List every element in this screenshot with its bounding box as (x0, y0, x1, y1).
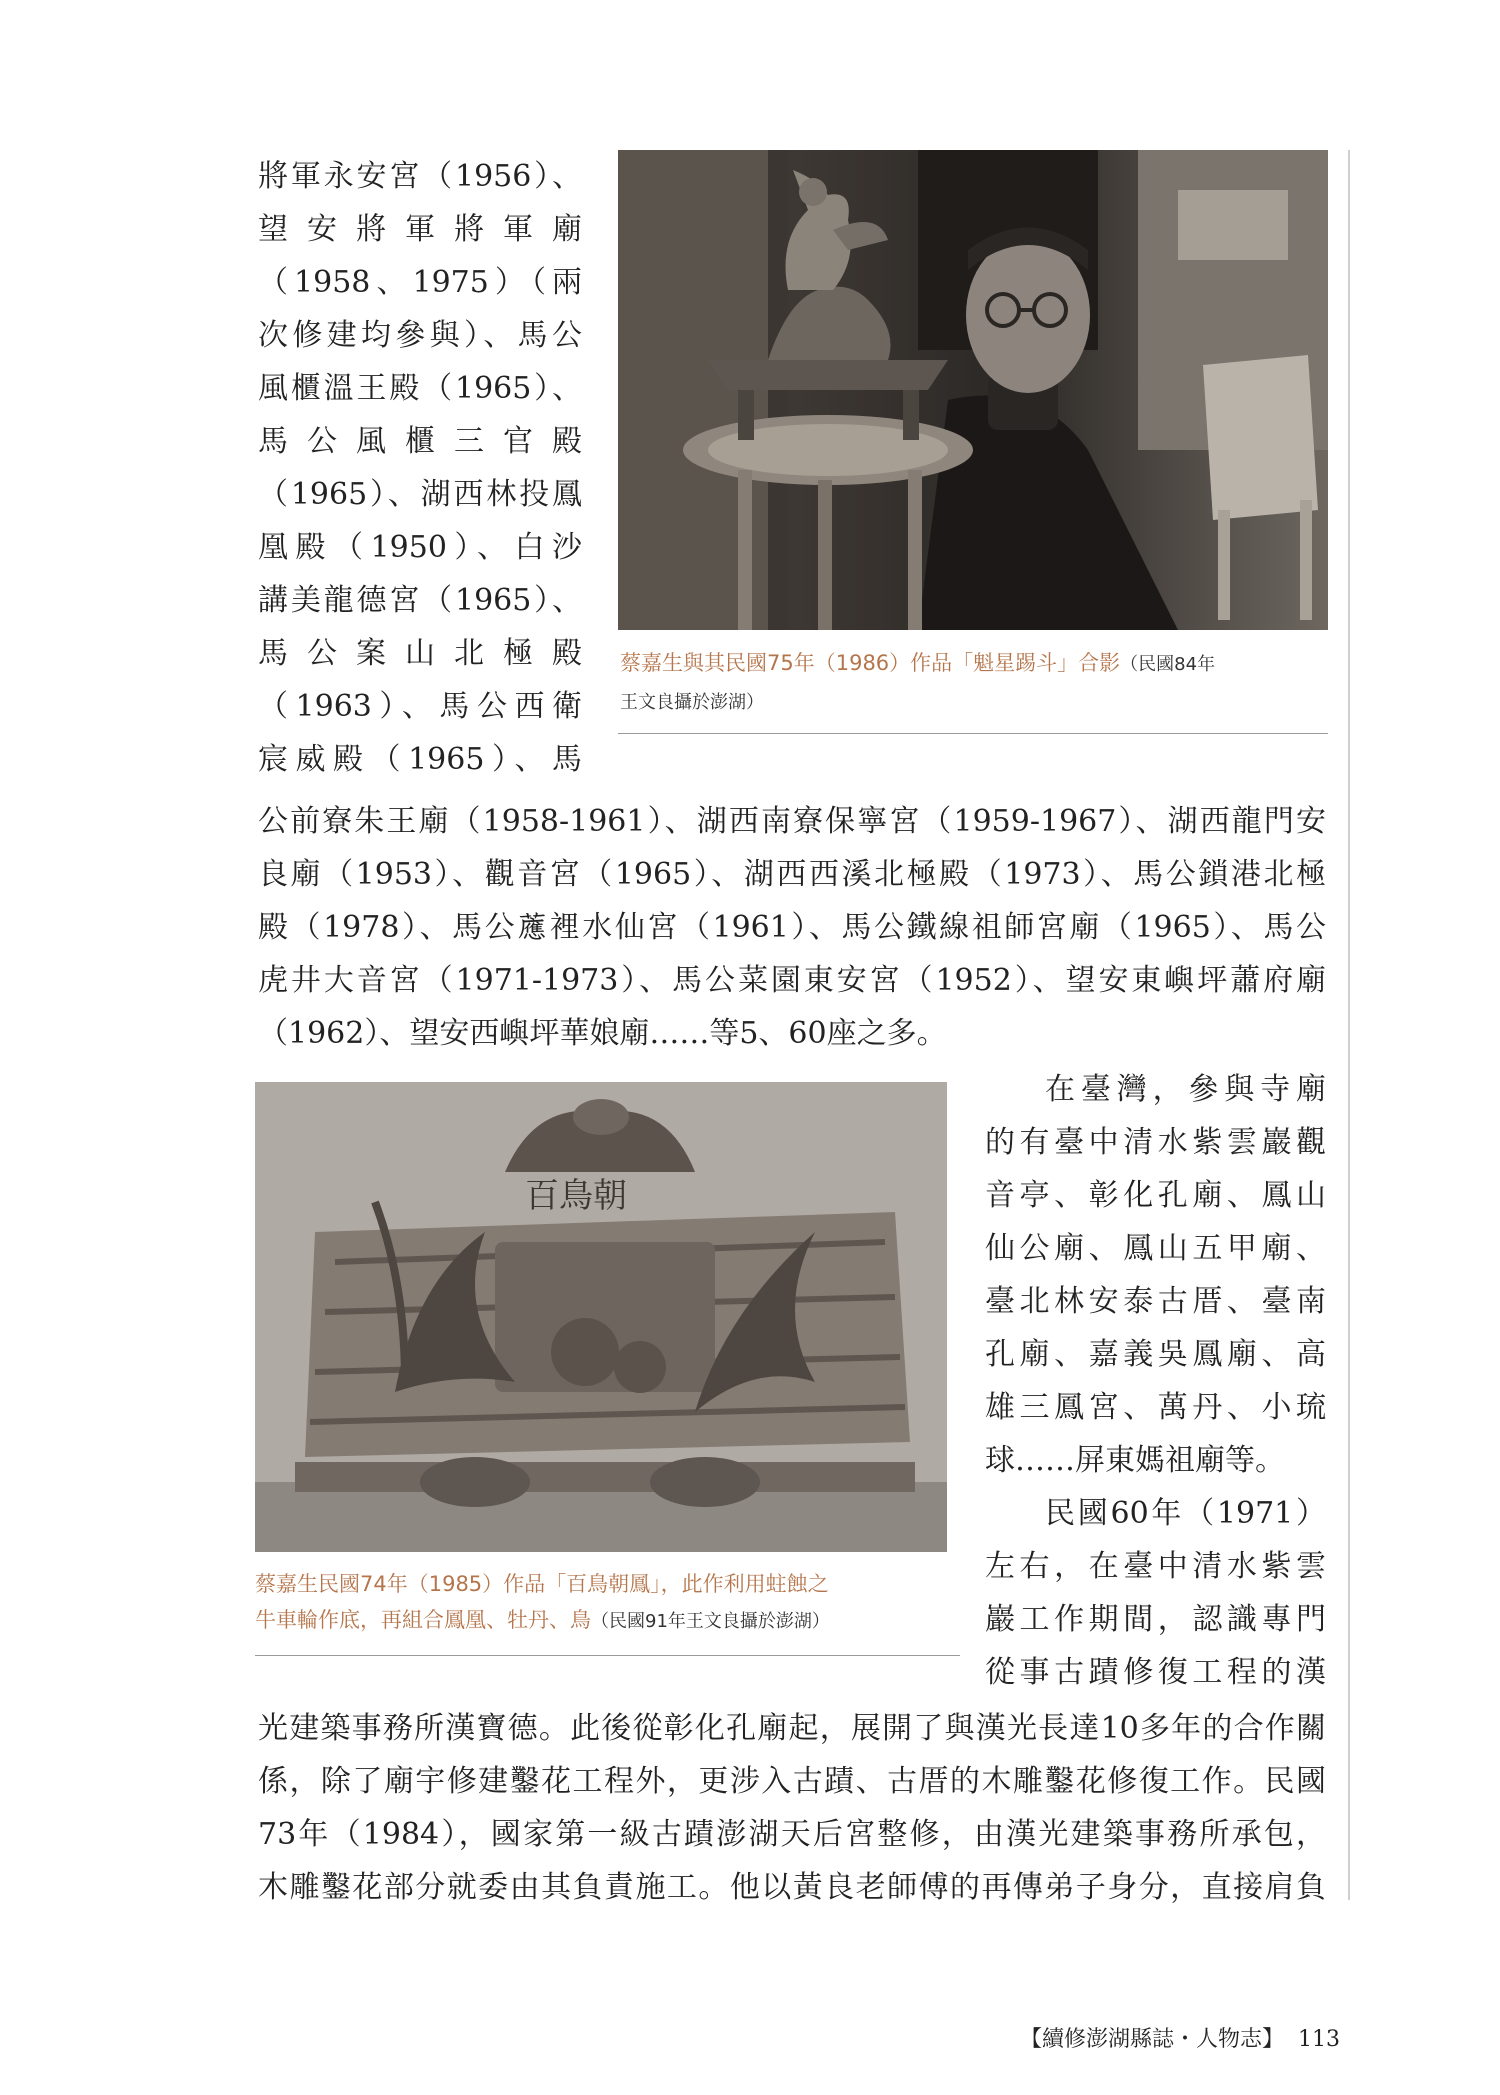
body-text-left-column (258, 150, 582, 786)
text-line: 公前寮朱王廟（1958-1961）、湖西南寮保寧宮（1959-1967）、湖西龍門安 (258, 804, 1326, 839)
text-line: 良廟（1953）、觀音宮（1965）、湖西西溪北極殿（1973）、馬公鎖港北極 (258, 857, 1326, 892)
caption-divider (618, 733, 1328, 734)
caption-main-text: 蔡嘉生民國74年（1985）作品「百鳥朝鳳」，此作利用蛀蝕之 (255, 1572, 829, 1596)
photo-artisan-with-carving (618, 150, 1328, 630)
body-text-right-column (985, 1063, 1326, 1699)
text-line: （1963）、馬公西衛 (258, 689, 582, 724)
caption-main-text: 蔡嘉生與其民國75年（1986）作品「魁星踢斗」合影 (620, 651, 1121, 675)
text-line: 馬公風櫃三官殿 (258, 424, 582, 459)
page-footer (980, 2022, 1340, 2053)
text-line: 臺北林安泰古厝、臺南 (985, 1284, 1326, 1319)
text-line: 宸威殿（1965）、馬 (258, 742, 582, 777)
caption-credit: （民國84年 (1120, 654, 1216, 675)
text-line: 木雕鑿花部分就委由其負責施工。他以黃良老師傅的再傳弟子身分，直接肩負 (258, 1870, 1326, 1905)
text-line: 係，除了廟宇修建鑿花工程外，更涉入古蹟、古厝的木雕鑿花修復工作。民國 (258, 1764, 1326, 1799)
text-line: 虎井大音宮（1971-1973）、馬公菜園東安宮（1952）、望安東嶼坪蕭府廟 (258, 963, 1326, 998)
text-line: 光建築事務所漢寶德。此後從彰化孔廟起，展開了與漢光長達10多年的合作關 (258, 1711, 1326, 1746)
text-line: 雄三鳳宮、萬丹、小琉 (985, 1390, 1326, 1425)
text-line: 馬公案山北極殿 (258, 636, 582, 671)
photo-caption-2 (255, 1566, 955, 1640)
text-line: 凰殿（1950）、白沙 (258, 530, 582, 565)
text-line: （1965）、湖西林投鳳 (258, 477, 582, 512)
text-line: 將軍永安宮（1956）、 (258, 159, 582, 194)
caption-credit: （民國91年王文良攝於澎湖） (591, 1611, 830, 1632)
text-line: 風櫃溫王殿（1965）、 (258, 371, 582, 406)
text-line: 的有臺中清水紫雲巖觀 (985, 1125, 1326, 1160)
photo-carved-panel (255, 1082, 947, 1552)
text-line: 音亭、彰化孔廟、鳳山 (985, 1178, 1326, 1213)
text-line: 在臺灣，參與寺廟 (1045, 1072, 1326, 1107)
carved-inscription: 百鳥朝 (525, 1176, 627, 1216)
text-line: 講美龍德宮（1965）、 (258, 583, 582, 618)
text-line: 巖工作期間，認識專門 (985, 1602, 1326, 1637)
caption-main-text: 牛車輪作底，再組合鳳凰、牡丹、鳥 (255, 1608, 591, 1632)
body-text-wide-2 (258, 1702, 1326, 1914)
photo-carving-illustration (255, 1082, 947, 1552)
page-edge-rule (1348, 150, 1350, 1900)
text-line: 左右，在臺中清水紫雲 (985, 1549, 1326, 1584)
caption-divider (255, 1655, 960, 1656)
body-text-wide-1 (258, 795, 1326, 1060)
page-number: 113 (1298, 2027, 1340, 2052)
text-line: 球……屏東媽祖廟等。 (985, 1443, 1285, 1478)
caption-credit: 王文良攝於澎湖） (620, 692, 764, 713)
text-line: 73年（1984），國家第一級古蹟澎湖天后宮整修，由漢光建築事務所承包， (258, 1817, 1326, 1852)
text-line: 孔廟、嘉義吳鳳廟、高 (985, 1337, 1326, 1372)
text-line: 從事古蹟修復工程的漢 (985, 1655, 1326, 1690)
text-line: 仙公廟、鳳山五甲廟、 (985, 1231, 1326, 1266)
text-line: （1962）、望安西嶼坪華娘廟……等5、60座之多。 (258, 1016, 947, 1051)
running-footer-title: 【續修澎湖縣誌・人物志】 (1019, 2027, 1284, 2052)
photo-artisan-illustration (618, 150, 1328, 630)
text-line: 次修建均參與）、馬公 (258, 318, 582, 353)
text-line: 民國60年（1971） (1045, 1496, 1326, 1531)
text-line: 殿（1978）、馬公𧃽裡水仙宮（1961）、馬公鐵線祖師宮廟（1965）、馬公 (258, 910, 1326, 945)
text-line: （1958、1975）（兩 (258, 265, 582, 300)
photo-caption-1 (620, 645, 1335, 721)
text-line: 望安將軍將軍廟 (258, 212, 582, 247)
